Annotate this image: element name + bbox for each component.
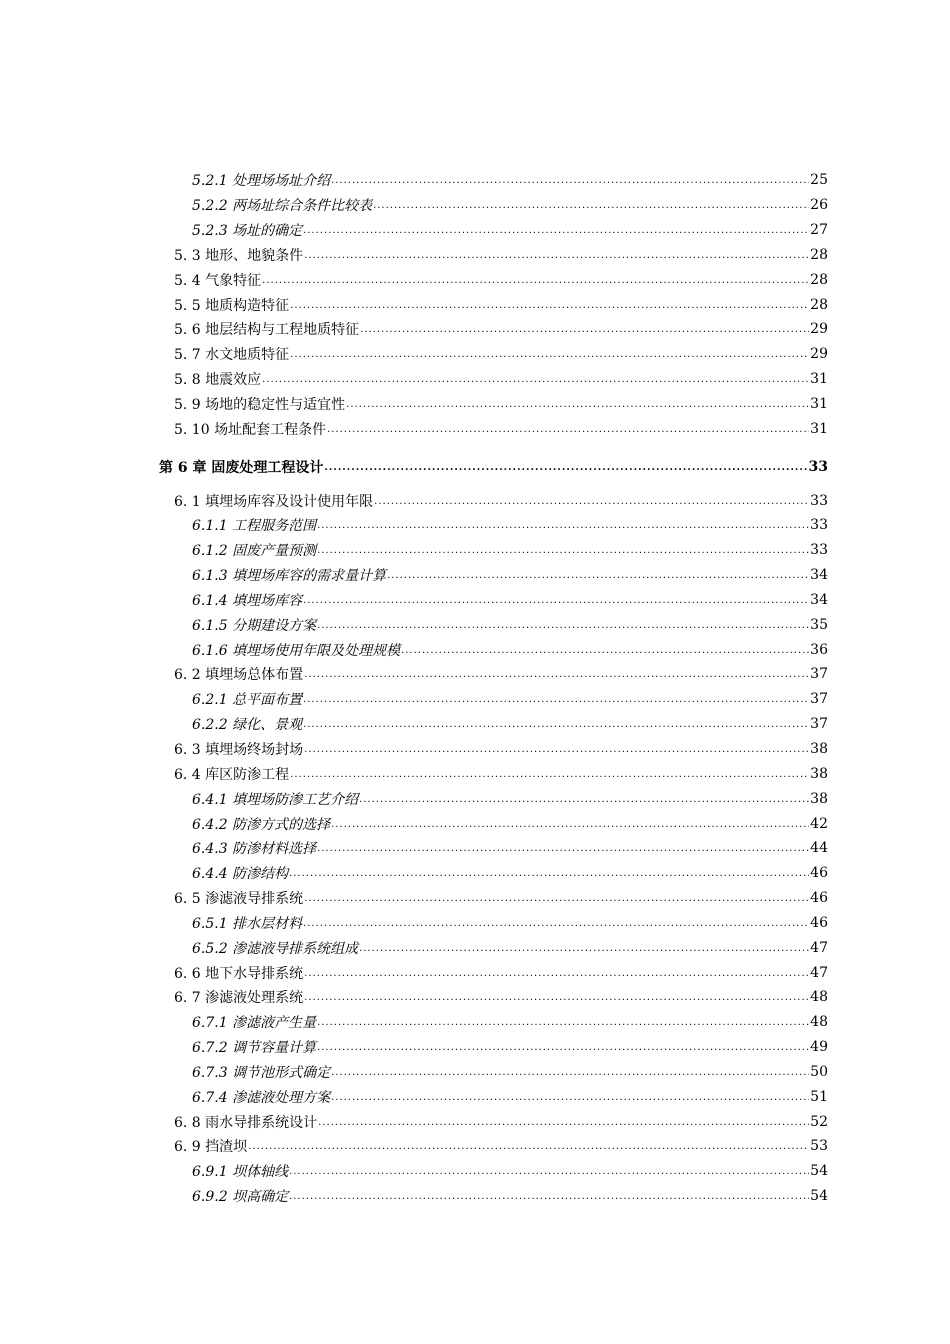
toc-leader-dots (346, 399, 809, 414)
toc-entry-page: 31 (810, 420, 828, 437)
toc-section-entry[interactable] (0, 1134, 950, 1159)
toc-entry-title: 5. 5 地质构造特征 (174, 297, 290, 314)
toc-entry-title: 6. 7 渗滤液处理系统 (174, 990, 304, 1007)
toc-subsection-entry[interactable] (0, 168, 950, 193)
toc-entry-title: 5.2.3 场址的确定 (192, 223, 303, 240)
toc-leader-dots (317, 1017, 809, 1032)
toc-subsection-entry[interactable] (0, 637, 950, 662)
toc-leader-dots (324, 462, 807, 477)
toc-section-entry[interactable] (0, 1109, 950, 1134)
toc-leader-dots (304, 744, 809, 759)
toc-subsection-entry[interactable] (0, 836, 950, 861)
toc-entry-title: 6.7.1 渗滤液产生量 (192, 1015, 317, 1032)
toc-leader-dots (317, 843, 809, 858)
toc-entry-title: 6. 6 地下水导排系统 (174, 965, 304, 982)
toc-entry-title: 6. 2 填埋场总体布置 (174, 667, 304, 684)
toc-subsection-entry[interactable] (0, 588, 950, 613)
toc-entry-title: 6.1.4 填埋场库容 (192, 592, 303, 609)
toc-leader-dots (359, 943, 809, 958)
toc-entry-title: 5. 4 气象特征 (174, 272, 262, 289)
toc-entry-page: 53 (810, 1138, 828, 1155)
toc-subsection-entry[interactable] (0, 687, 950, 712)
toc-entry-title: 6.9.1 坝体轴线 (192, 1164, 289, 1181)
toc-leader-dots (401, 645, 809, 660)
toc-subsection-entry[interactable] (0, 1035, 950, 1060)
toc-subsection-entry[interactable] (0, 712, 950, 737)
toc-entry-page: 34 (810, 591, 828, 608)
toc-leader-dots (317, 620, 809, 635)
toc-subsection-entry[interactable] (0, 935, 950, 960)
toc-subsection-entry[interactable] (0, 612, 950, 637)
toc-section-entry[interactable] (0, 243, 950, 268)
toc-leader-dots (262, 374, 809, 389)
toc-leader-dots (387, 570, 809, 585)
toc-entry-title: 6. 4 库区防渗工程 (174, 766, 290, 783)
toc-leader-dots (304, 968, 809, 983)
toc-entry-title: 6.4.4 防渗结构 (192, 866, 289, 883)
toc-leader-dots (318, 1117, 809, 1132)
toc-entry-title: 5. 9 场地的稳定性与适宜性 (174, 397, 346, 414)
toc-section-entry[interactable] (0, 267, 950, 292)
toc-entry-title: 6.1.1 工程服务范围 (192, 518, 317, 535)
toc-entry-title: 6.9.2 坝高确定 (192, 1189, 289, 1206)
toc-leader-dots (331, 175, 809, 190)
toc-entry-title: 6.7.4 渗滤液处理方案 (192, 1089, 331, 1106)
toc-section-entry[interactable] (0, 416, 950, 441)
toc-entry-title: 6.1.6 填埋场使用年限及处理规模 (192, 642, 401, 659)
toc-entry-title: 6.2.2 绿化、景观 (192, 717, 303, 734)
toc-subsection-entry[interactable] (0, 1060, 950, 1085)
toc-entry-page: 29 (810, 321, 828, 338)
toc-section-entry[interactable] (0, 761, 950, 786)
toc-entry-page: 25 (810, 172, 828, 189)
toc-entry-page: 38 (810, 765, 828, 782)
toc-leader-dots (303, 918, 809, 933)
table-of-contents (0, 168, 950, 1209)
toc-entry-page: 28 (810, 246, 828, 263)
toc-subsection-entry[interactable] (0, 1084, 950, 1109)
toc-entry-title: 5. 10 场址配套工程条件 (174, 421, 327, 438)
toc-entry-page: 33 (810, 542, 828, 559)
toc-section-entry[interactable] (0, 317, 950, 342)
toc-entry-page: 27 (810, 222, 828, 239)
toc-entry-page: 54 (810, 1163, 828, 1180)
toc-leader-dots (331, 819, 809, 834)
toc-section-entry[interactable] (0, 886, 950, 911)
toc-entry-title: 6.1.3 填埋场库容的需求量计算 (192, 568, 387, 585)
toc-leader-dots (303, 719, 809, 734)
toc-entry-title: 6. 1 填埋场库容及设计使用年限 (174, 493, 374, 510)
toc-leader-dots (327, 424, 809, 439)
toc-entry-page: 28 (810, 296, 828, 313)
toc-entry-page: 35 (810, 616, 828, 633)
toc-section-entry[interactable] (0, 342, 950, 367)
toc-subsection-entry[interactable] (0, 563, 950, 588)
toc-entry-title: 5.2.1 处理场场址介绍 (192, 173, 331, 190)
toc-leader-dots (290, 769, 809, 784)
toc-entry-page: 38 (810, 790, 828, 807)
toc-entry-title: 6.4.1 填埋场防渗工艺介绍 (192, 791, 359, 808)
toc-entry-title: 5. 8 地震效应 (174, 372, 262, 389)
toc-section-entry[interactable] (0, 737, 950, 762)
toc-section-entry[interactable] (0, 985, 950, 1010)
toc-entry-page: 47 (810, 964, 828, 981)
toc-leader-dots (359, 794, 809, 809)
toc-entry-title: 5. 6 地层结构与工程地质特征 (174, 322, 360, 339)
toc-entry-page: 46 (810, 914, 828, 931)
toc-entry-title: 5.2.2 两场址综合条件比较表 (192, 198, 373, 215)
toc-subsection-entry[interactable] (0, 513, 950, 538)
toc-leader-dots (262, 275, 809, 290)
toc-leader-dots (374, 496, 809, 511)
toc-entry-title: 6. 5 渗滤液导排系统 (174, 891, 304, 908)
toc-entry-page: 26 (810, 197, 828, 214)
toc-leader-dots (331, 1067, 809, 1082)
toc-entry-page: 42 (810, 815, 828, 832)
toc-entry-page: 37 (810, 716, 828, 733)
toc-leader-dots (304, 669, 809, 684)
toc-leader-dots (304, 992, 809, 1007)
toc-leader-dots (290, 349, 809, 364)
toc-entry-page: 44 (810, 840, 828, 857)
toc-leader-dots (360, 324, 809, 339)
toc-entry-page: 50 (810, 1063, 828, 1080)
toc-entry-page: 48 (810, 989, 828, 1006)
toc-entry-page: 28 (810, 271, 828, 288)
toc-section-entry[interactable] (0, 488, 950, 513)
toc-subsection-entry[interactable] (0, 1184, 950, 1209)
toc-entry-page: 52 (810, 1113, 828, 1130)
toc-entry-page: 38 (810, 740, 828, 757)
toc-entry-title: 6.7.3 调节池形式确定 (192, 1064, 331, 1081)
toc-entry-title: 6. 8 雨水导排系统设计 (174, 1114, 318, 1131)
toc-subsection-entry[interactable] (0, 861, 950, 886)
toc-leader-dots (248, 1141, 809, 1156)
toc-entry-page: 48 (810, 1014, 828, 1031)
toc-section-entry[interactable] (0, 392, 950, 417)
toc-entry-page: 33 (810, 492, 828, 509)
toc-leader-dots (373, 200, 809, 215)
toc-entry-page: 34 (810, 567, 828, 584)
toc-leader-dots (304, 250, 809, 265)
toc-section-entry[interactable] (0, 960, 950, 985)
toc-entry-title: 6.5.2 渗滤液导排系统组成 (192, 940, 359, 957)
toc-subsection-entry[interactable] (0, 786, 950, 811)
toc-leader-dots (289, 1191, 809, 1206)
toc-entry-title: 5. 7 水文地质特征 (174, 347, 290, 364)
toc-subsection-entry[interactable] (0, 218, 950, 243)
toc-subsection-entry[interactable] (0, 193, 950, 218)
toc-subsection-entry[interactable] (0, 1159, 950, 1184)
toc-leader-dots (289, 868, 809, 883)
toc-section-entry[interactable] (0, 292, 950, 317)
toc-entry-page: 37 (810, 691, 828, 708)
toc-entry-title: 5. 3 地形、地貌条件 (174, 247, 304, 264)
toc-entry-page: 29 (810, 346, 828, 363)
toc-entry-page: 33 (810, 517, 828, 534)
toc-entry-title: 第 6 章 固废处理工程设计 (159, 459, 324, 476)
toc-entry-title: 6.4.2 防渗方式的选择 (192, 816, 331, 833)
toc-leader-dots (303, 694, 809, 709)
toc-leader-dots (317, 520, 809, 535)
toc-entry-page: 54 (810, 1188, 828, 1205)
toc-entry-page: 49 (810, 1039, 828, 1056)
toc-leader-dots (303, 225, 809, 240)
toc-entry-title: 6.7.2 调节容量计算 (192, 1040, 317, 1057)
toc-entry-title: 6.1.5 分期建设方案 (192, 617, 317, 634)
toc-leader-dots (289, 1166, 809, 1181)
toc-entry-title: 6.5.1 排水层材料 (192, 915, 303, 932)
toc-entry-page: 37 (810, 666, 828, 683)
toc-leader-dots (317, 1042, 809, 1057)
toc-subsection-entry[interactable] (0, 910, 950, 935)
toc-leader-dots (303, 595, 809, 610)
toc-leader-dots (317, 545, 809, 560)
toc-subsection-entry[interactable] (0, 538, 950, 563)
toc-entry-title: 6.2.1 总平面布置 (192, 692, 303, 709)
toc-leader-dots (331, 1092, 809, 1107)
toc-section-entry[interactable] (0, 662, 950, 687)
toc-entry-page: 51 (810, 1088, 828, 1105)
toc-entry-page: 31 (810, 396, 828, 413)
toc-subsection-entry[interactable] (0, 811, 950, 836)
toc-leader-dots (304, 893, 809, 908)
toc-entry-page: 46 (810, 890, 828, 907)
toc-entry-page: 36 (810, 641, 828, 658)
toc-entry-page: 46 (810, 865, 828, 882)
toc-entry-page: 33 (808, 458, 828, 475)
toc-entry-page: 47 (810, 939, 828, 956)
toc-entry-title: 6.4.3 防渗材料选择 (192, 841, 317, 858)
toc-entry-title: 6. 3 填埋场终场封场 (174, 741, 304, 758)
toc-entry-title: 6.1.2 固废产量预测 (192, 543, 317, 560)
toc-subsection-entry[interactable] (0, 1010, 950, 1035)
toc-leader-dots (290, 300, 809, 315)
toc-entry-title: 6. 9 挡渣坝 (174, 1139, 248, 1156)
toc-section-entry[interactable] (0, 367, 950, 392)
toc-chapter-entry[interactable] (0, 454, 950, 479)
toc-entry-page: 31 (810, 371, 828, 388)
